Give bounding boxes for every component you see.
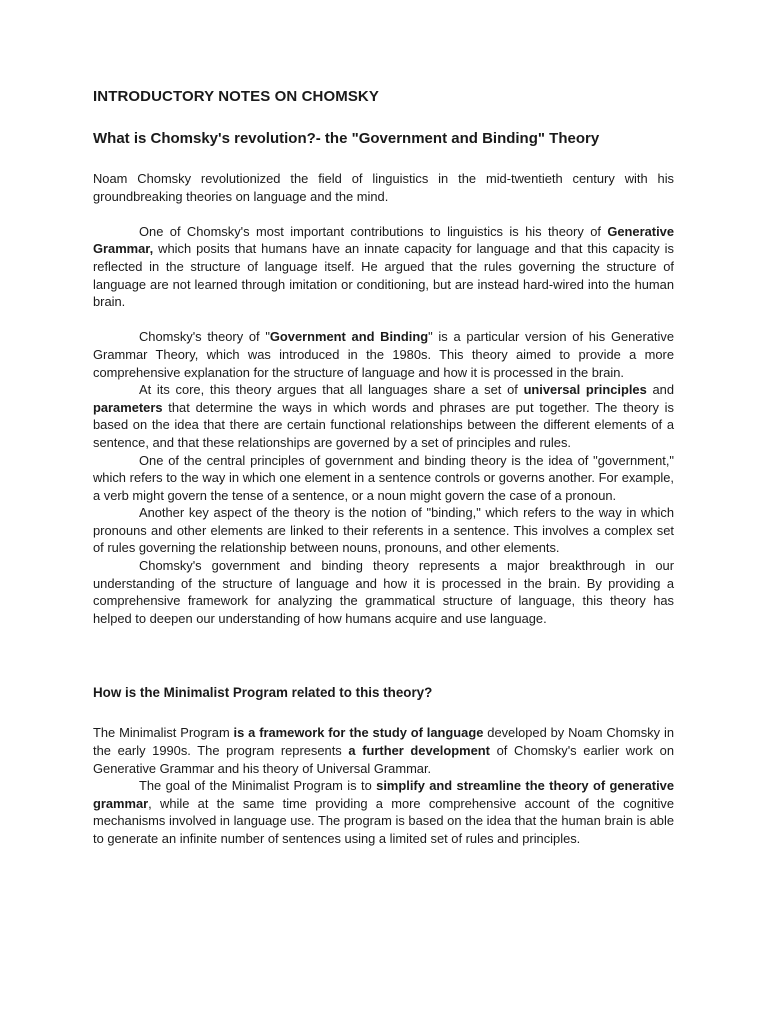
bold-term-simplify-streamline: simplify and streamline the theory of generative grammar	[93, 778, 674, 811]
text-run: " is a particular version of his Generative Grammar Theory, which was introduced in the 1980s. This theory aimed to provide a more comprehensive explanation for the structure of language and how it is processed in the brain.	[93, 329, 674, 380]
bold-term-universal-principles: universal principles	[523, 382, 647, 398]
bold-term-framework: is a framework for the study of language	[233, 725, 484, 741]
paragraph-universal-principles	[93, 381, 674, 451]
text-run: , while at the same time providing a more comprehensive account of the cognitive mechanisms involved in language use. The program is based on the idea that the human brain is able to generate an infinite number of sentences using a limited set of rules and principles.	[93, 795, 674, 846]
text-run: of Chomsky's earlier work on Generative Grammar and his theory of Universal Grammar.	[93, 743, 674, 776]
text-run: that determine the ways in which words and phrases are put together. The theory is based on the idea that there are certain functional relationships between the different elements of a sentence, and that these relationships are governed by a set of principles and rules.	[93, 399, 674, 450]
paragraph-binding: Another key aspect of the theory is the notion of "binding," which refers to the way in which pronouns and other elements are linked to their referents in a sentence. This involves a complex set of rules governing the relationship between nouns, pronouns, and other elements.	[93, 505, 674, 556]
text-run: The Minimalist Program	[93, 725, 234, 741]
section-heading-minimalist-program: How is the Minimalist Program related to this theory?	[93, 685, 433, 701]
bold-term-government-binding: Government and Binding	[269, 329, 429, 345]
paragraph-intro: Noam Chomsky revolutionized the field of linguistics in the mid-twentieth century with his groundbreaking theories on language and the mind.	[93, 171, 674, 204]
paragraph-minimalist-intro	[93, 724, 674, 777]
text-run: One of Chomsky's most important contributions to linguistics is his theory of	[139, 223, 608, 239]
paragraph-breakthrough: Chomsky's government and binding theory represents a major breakthrough in our understanding of the structure of language and how it is processed in the brain. By providing a comprehensive framework for analyzing the grammatical structure of language, this theory has helped to deepen our understanding of how humans acquire and use language.	[93, 558, 674, 626]
paragraph-government-binding	[93, 328, 674, 381]
document-title: INTRODUCTORY NOTES ON CHOMSKY	[93, 88, 379, 105]
paragraph-generative-grammar	[93, 223, 674, 311]
text-run: developed by Noam Chomsky in the early 1990s. The program represents	[93, 725, 674, 759]
paragraph-government: One of the central principles of government and binding theory is the idea of "government," which refers to the way in which one element in a sentence controls or governs another. For example, a verb might govern the tense of a sentence, or a noun might govern the case of a pronoun.	[93, 452, 674, 503]
text-run: which posits that humans have an innate capacity for language and that this capacity is reflected in the structure of language itself. He argued that the rules governing the structure of language are not learned through imitation or conditioning, but are instead hard-wired into the human brain.	[93, 241, 674, 310]
bold-term-further-development: a further development	[348, 743, 490, 759]
paragraph-minimalist-goal	[93, 777, 674, 847]
text-run: The goal of the Minimalist Program is to	[139, 778, 377, 794]
bold-term-parameters: parameters	[93, 399, 163, 415]
text-run: and	[646, 382, 675, 398]
section-spacer	[93, 627, 674, 673]
bold-term-generative-grammar: Generative Grammar,	[93, 223, 674, 257]
text-run: At its core, this theory argues that all languages share a set of	[139, 382, 524, 398]
text-run: Chomsky's theory of "	[139, 329, 270, 345]
section-heading-government-binding: What is Chomsky's revolution?- the "Government and Binding" Theory	[93, 130, 600, 147]
